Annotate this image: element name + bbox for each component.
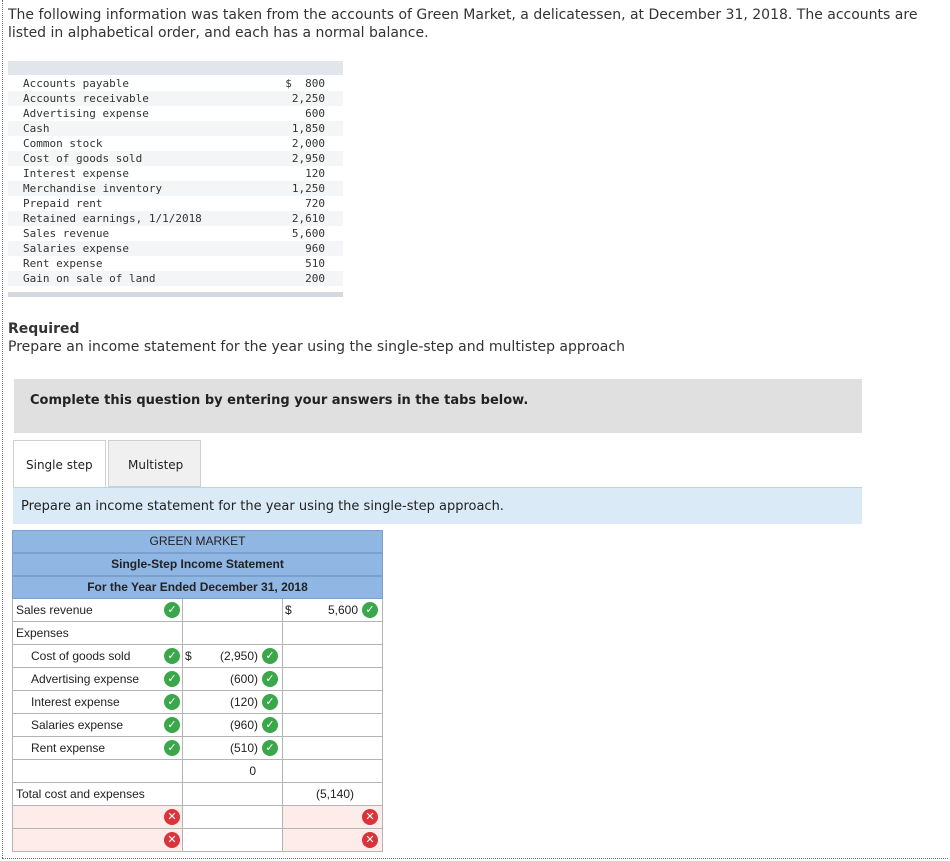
cross-icon: ✕: [164, 832, 180, 848]
account-row: [8, 271, 343, 286]
expense-amount: (120): [229, 695, 258, 709]
tab-multistep[interactable]: [108, 440, 201, 487]
instruction-bar: [13, 487, 862, 524]
expense-label: Cost of goods sold: [31, 649, 131, 663]
sales-revenue-label: Sales revenue: [16, 603, 93, 617]
cross-icon: ✕: [362, 832, 378, 848]
expense-row: [12, 714, 383, 737]
dollar-sign: $: [285, 603, 292, 617]
expenses-label-cell: [13, 622, 183, 644]
expense-label: Advertising expense: [31, 672, 140, 686]
empty-cell: [283, 714, 382, 736]
account-amount: $ 800: [285, 77, 325, 90]
sales-revenue-row: [12, 599, 383, 622]
subtotal-amount-cell: [183, 760, 283, 782]
empty-cell: [183, 783, 283, 805]
expense-amount-cell[interactable]: [183, 668, 283, 690]
tab-single-step-label: Single step: [26, 458, 93, 472]
sales-revenue-label-cell[interactable]: [13, 599, 183, 621]
check-icon: ✓: [164, 740, 180, 756]
account-row: [8, 151, 343, 166]
required-heading: Required: [8, 321, 80, 337]
account-amount: 1,250: [291, 182, 325, 195]
total-expenses-label: Total cost and expenses: [16, 787, 145, 801]
account-row: [8, 106, 343, 121]
empty-cell: [283, 645, 382, 667]
empty-cell: [283, 668, 382, 690]
empty-cell: [283, 760, 382, 782]
expense-label: Rent expense: [31, 741, 106, 755]
frame-bottom-border: [2, 858, 948, 859]
expense-amount: (600): [229, 672, 258, 686]
answer-row-incorrect: [12, 806, 383, 829]
instruction-text: Prepare an income statement for the year using the single-step approach.: [21, 499, 504, 514]
expenses-label: Expenses: [16, 626, 69, 640]
sales-revenue-sub-cell[interactable]: [183, 599, 283, 621]
account-name: Advertising expense: [23, 107, 149, 120]
account-name: Cash: [23, 122, 50, 135]
expense-row: [12, 645, 383, 668]
expense-amount: (960): [229, 718, 258, 732]
expense-label-cell[interactable]: [13, 645, 183, 667]
expense-amount: (510): [229, 741, 258, 755]
account-name: Cost of goods sold: [23, 152, 143, 165]
account-row: [8, 256, 343, 271]
subtotal-label-cell[interactable]: [13, 760, 183, 782]
account-amount: 5,600: [291, 227, 325, 240]
statement-company: GREEN MARKET: [12, 530, 383, 553]
check-icon: ✓: [262, 671, 278, 687]
account-row: [8, 91, 343, 106]
account-name: Merchandise inventory: [23, 182, 163, 195]
check-icon: ✓: [164, 602, 180, 618]
check-icon: ✓: [362, 602, 378, 618]
account-amount: 600: [305, 107, 325, 120]
answer-amount-input[interactable]: [283, 829, 382, 851]
account-name: Gain on sale of land: [23, 272, 156, 285]
account-amount: 2,000: [291, 137, 325, 150]
dollar-sign: $: [185, 649, 192, 663]
empty-cell: [283, 691, 382, 713]
account-amount: 720: [305, 197, 325, 210]
account-name: Common stock: [23, 137, 103, 150]
answer-sub-input[interactable]: [183, 806, 283, 828]
cross-icon: ✕: [164, 809, 180, 825]
expense-amount-cell[interactable]: [183, 645, 283, 667]
sales-revenue-amount: 5,600: [327, 603, 358, 617]
account-amount: 510: [305, 257, 325, 270]
frame-left-border: [2, 0, 3, 858]
empty-cell: [283, 622, 382, 644]
statement-title: Single-Step Income Statement: [12, 553, 383, 576]
account-row: [8, 241, 343, 256]
account-name: Prepaid rent: [23, 197, 103, 210]
answer-label-input[interactable]: [13, 829, 183, 851]
account-row: [8, 226, 343, 241]
account-amount: 2,610: [291, 212, 325, 225]
account-name: Accounts payable: [23, 77, 129, 90]
expense-amount-cell[interactable]: [183, 691, 283, 713]
total-expenses-row: [12, 783, 383, 806]
expense-amount: (2,950): [219, 649, 258, 663]
check-icon: ✓: [164, 671, 180, 687]
required-text: Prepare an income statement for the year using the single-step and multistep approach: [8, 339, 625, 355]
check-icon: ✓: [164, 648, 180, 664]
tab-single-step[interactable]: [13, 440, 106, 487]
account-name: Salaries expense: [23, 242, 129, 255]
check-icon: ✓: [262, 740, 278, 756]
account-name: Sales revenue: [23, 227, 110, 240]
subtotal-amount: 0: [249, 764, 256, 778]
intro-text: The following information was taken from the accounts of Green Market, a delicatessen, at December 31, 2018. The accounts are listed in alphabetical order, and each has a normal balance.: [8, 7, 918, 41]
accounts-table-bottom-bar: [8, 292, 343, 297]
check-icon: ✓: [262, 648, 278, 664]
accounts-table-top-bar: [8, 61, 343, 75]
complete-question-text: Complete this question by entering your answers in the tabs below.: [30, 393, 529, 408]
check-icon: ✓: [262, 717, 278, 733]
expense-row: [12, 737, 383, 760]
total-expenses-label-cell[interactable]: [13, 783, 183, 805]
tab-multistep-label: Multistep: [128, 458, 184, 472]
account-row: [8, 211, 343, 226]
subtotal-row: [12, 760, 383, 783]
account-name: Retained earnings, 1/1/2018: [23, 212, 202, 225]
answer-label-input[interactable]: [13, 806, 183, 828]
account-row: [8, 196, 343, 211]
account-amount: 1,850: [291, 122, 325, 135]
answer-amount-input[interactable]: [283, 806, 382, 828]
expense-label-cell[interactable]: [13, 737, 183, 759]
answer-row-incorrect: [12, 829, 383, 852]
cross-icon: ✕: [362, 809, 378, 825]
expense-amount-cell[interactable]: [183, 714, 283, 736]
account-amount: 2,950: [291, 152, 325, 165]
account-row: [8, 181, 343, 196]
expense-label-cell[interactable]: [13, 714, 183, 736]
total-expenses-amount-cell: [283, 783, 382, 805]
check-icon: ✓: [164, 717, 180, 733]
empty-cell: [283, 737, 382, 759]
account-amount: 960: [305, 242, 325, 255]
expense-row: [12, 668, 383, 691]
empty-cell: [183, 622, 283, 644]
account-name: Interest expense: [23, 167, 129, 180]
account-row: [8, 136, 343, 151]
account-amount: 2,250: [291, 92, 325, 105]
account-amount: 120: [305, 167, 325, 180]
answer-sub-input[interactable]: [183, 829, 283, 851]
expense-label: Interest expense: [31, 695, 120, 709]
expense-label-cell[interactable]: [13, 691, 183, 713]
expenses-heading-row: [12, 622, 383, 645]
account-row: [8, 166, 343, 181]
sales-revenue-amount-cell[interactable]: [283, 599, 382, 621]
complete-question-banner: [14, 379, 862, 433]
account-amount: 200: [305, 272, 325, 285]
check-icon: ✓: [164, 694, 180, 710]
total-expenses-amount: (5,140): [315, 787, 354, 801]
expense-row: [12, 691, 383, 714]
account-name: Accounts receivable: [23, 92, 149, 105]
expense-amount-cell[interactable]: [183, 737, 283, 759]
check-icon: ✓: [262, 694, 278, 710]
expense-label: Salaries expense: [31, 718, 124, 732]
account-name: Rent expense: [23, 257, 103, 270]
account-row: [8, 76, 343, 91]
statement-period: For the Year Ended December 31, 2018: [12, 576, 383, 599]
account-row: [8, 121, 343, 136]
expense-label-cell[interactable]: [13, 668, 183, 690]
